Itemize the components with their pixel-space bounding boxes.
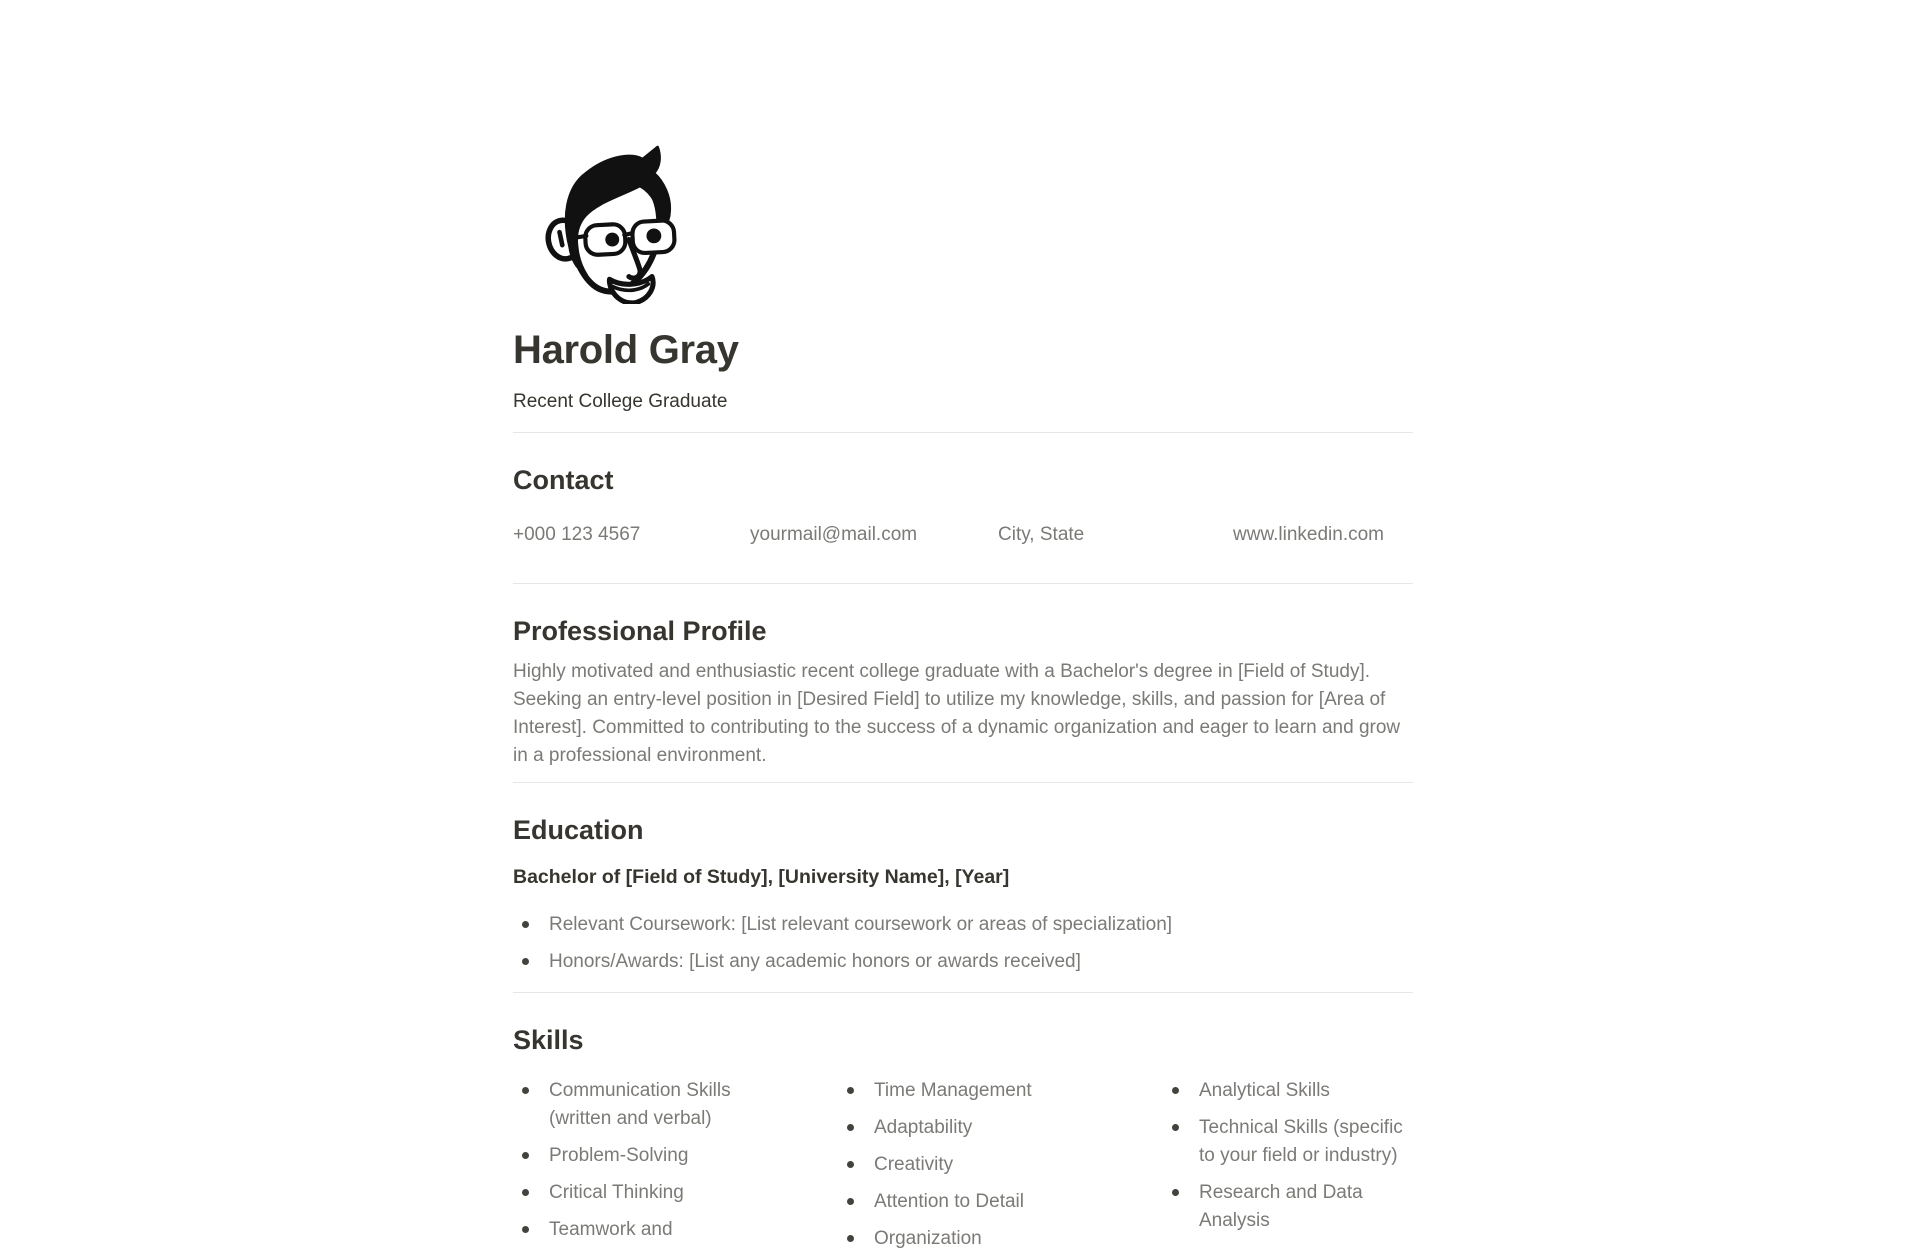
list-item: Critical Thinking [513,1179,762,1207]
list-item: Analytical Skills [1163,1077,1412,1105]
divider [513,992,1413,993]
professional-profile-heading: Professional Profile [513,616,767,646]
education-section [513,813,1413,976]
page-title: Harold Gray [513,328,739,372]
left-eye [605,233,619,247]
list-item: Adaptability [838,1114,1087,1142]
divider [513,782,1413,783]
list-item: Attention to Detail [838,1188,1087,1216]
right-eye [646,228,661,243]
list-item: Technical Skills (specific to your field or industry) [1163,1114,1412,1170]
contact-heading: Contact [513,465,614,495]
skills-columns [513,1077,1413,1253]
list-item: Teamwork and [513,1216,762,1244]
list-item: Organization [838,1225,1087,1253]
contact-phone: +000 123 4567 [513,524,641,545]
contact-email: yourmail@mail.com [750,524,918,545]
divider [513,432,1413,433]
list-item: Creativity [838,1151,1087,1179]
skills-column-2 [838,1077,1087,1253]
education-bullet-list [513,911,1413,976]
list-item: Honors/Awards: [List any academic honors or awards received] [513,948,1413,976]
education-degree: Bachelor of [Field of Study], [University Name], [Year] [513,866,1010,888]
skills-column-1 [513,1077,762,1244]
contact-row [513,521,1413,549]
list-item: Problem-Solving [513,1142,762,1170]
education-heading: Education [513,815,644,845]
resume-page [513,0,1413,1253]
list-item: Research and Data Analysis [1163,1179,1412,1235]
role-subtitle: Recent College Graduate [513,391,728,412]
contact-linkedin: www.linkedin.com [1233,524,1384,545]
skills-heading: Skills [513,1024,584,1055]
list-item: Communication Skills (written and verbal) [513,1077,762,1133]
skills-column-3 [1163,1077,1412,1235]
contact-section [513,463,1413,549]
divider [513,583,1413,584]
skills-section [513,1023,1413,1253]
contact-location: City, State [998,524,1085,545]
list-item: Relevant Coursework: [List relevant coursework or areas of specialization] [513,911,1413,939]
avatar [529,140,677,304]
professional-profile-section [513,614,1413,770]
list-item: Time Management [838,1077,1087,1105]
professional-profile-text: Highly motivated and enthusiastic recent college graduate with a Bachelor's degree in [Field of Study]. Seeking an entry-level position in [Desired Field] to utilize my knowledge, skills, and passion for [Area of Interest]. Committed to contributing to the success of a dynamic organization and eager to learn and grow in a professional environment. [513,661,1401,766]
